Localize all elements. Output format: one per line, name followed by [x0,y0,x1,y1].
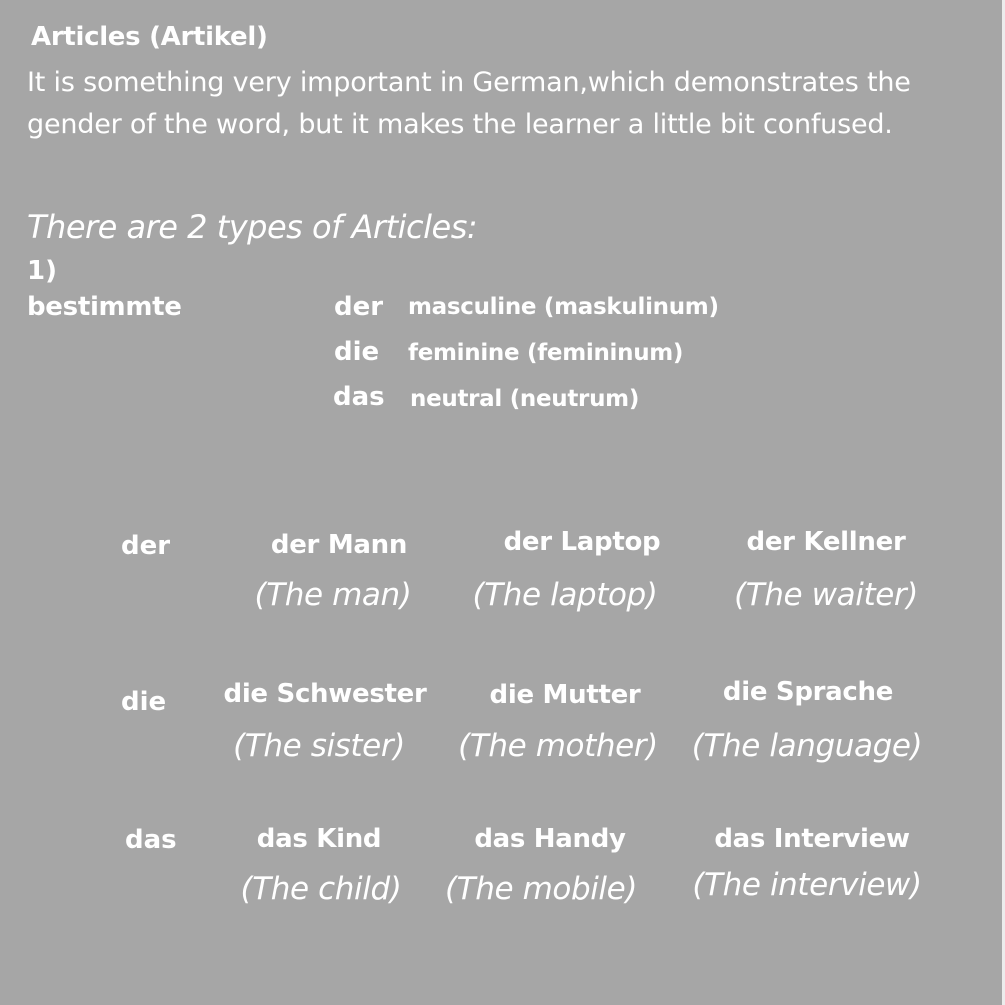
example-row-label-der: der [121,531,171,561]
example-translation: (The interview) [692,867,922,903]
article-die: die [334,337,380,367]
example-translation: (The child) [240,871,402,907]
definite-articles-label: bestimmte [27,292,182,322]
example-word: das Interview [714,824,910,854]
article-der-gender: masculine (maskulinum) [408,294,719,320]
example-translation: (The mother) [458,728,658,764]
example-word: die Sprache [722,677,894,707]
page-title: Articles (Artikel) [31,22,268,52]
types-subheading: There are 2 types of Articles: [27,208,478,246]
list-number: 1) [27,256,57,286]
article-das-gender: neutral (neutrum) [410,386,640,412]
article-die-gender: feminine (femininum) [408,340,684,366]
example-word: die Schwester [223,679,427,709]
example-translation: (The laptop) [472,577,658,613]
article-der: der [334,292,384,322]
example-row-label-die: die [121,687,167,717]
intro-paragraph: It is something very important in German,which demonstrates the gender of the word, but it makes the learner a little bit confused. [27,67,911,140]
example-word: der Laptop [503,527,661,557]
example-word: das Kind [256,824,382,854]
example-word: der Mann [270,530,408,560]
example-word: der Kellner [746,527,906,557]
example-translation: (The mobile) [444,871,638,907]
example-translation: (The sister) [233,728,405,764]
example-translation: (The waiter) [734,577,918,613]
example-word: das Handy [474,824,626,854]
example-word: die Mutter [489,680,641,710]
article-das: das [333,382,385,412]
example-row-label-das: das [125,825,177,855]
example-translation: (The man) [254,577,412,613]
example-translation: (The language) [691,728,923,764]
